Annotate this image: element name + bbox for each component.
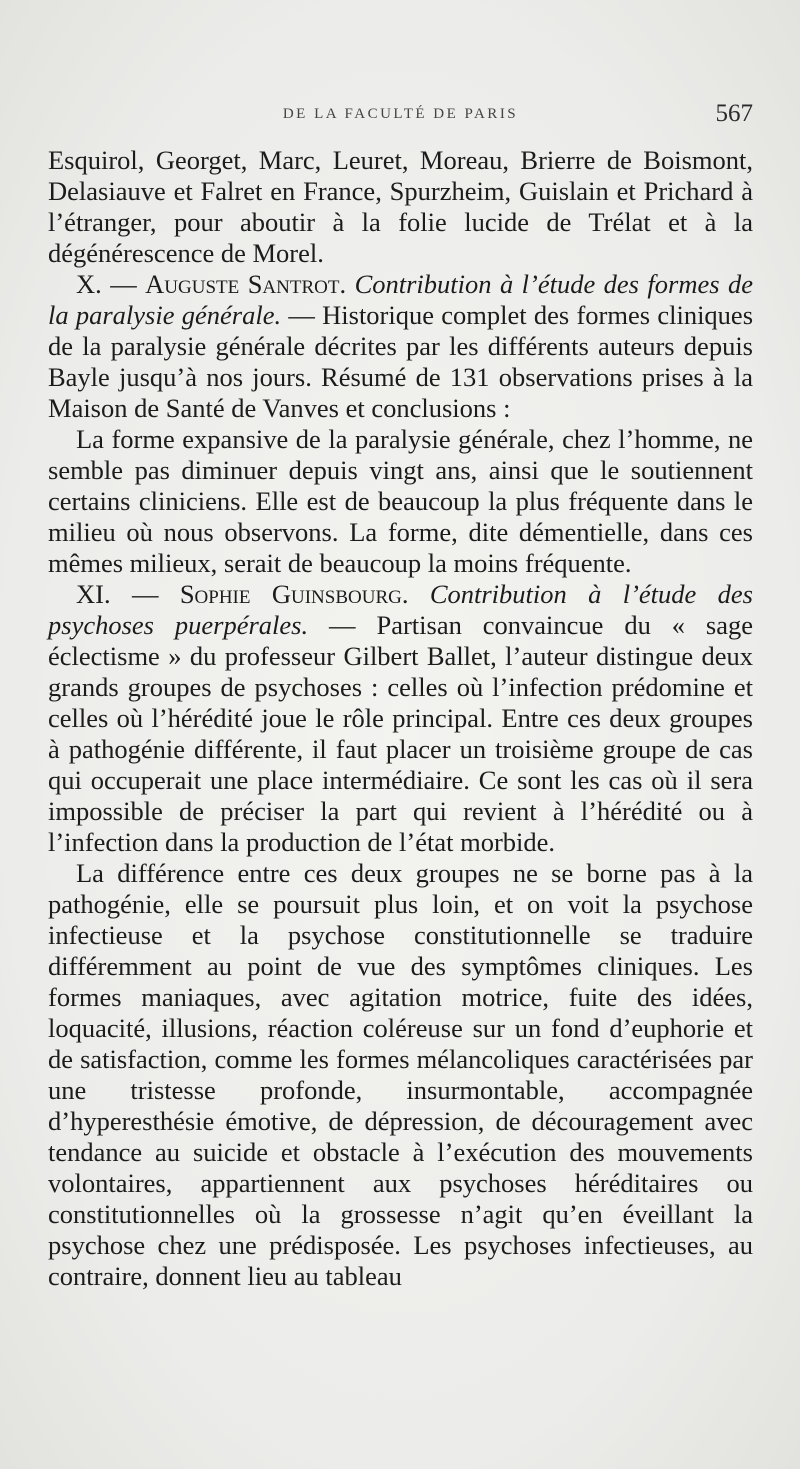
paragraph-conclusion [48, 424, 753, 579]
entry-number: X. — [76, 269, 137, 299]
paragraph-text: Esquirol, Georget, Marc, Leuret, Moreau, Brierre de Boismont, Delasiauve et Falret en France, Spurzheim, Guislain et Prichard à l’étranger, pour aboutir à la folie lucide de Trélat et à la dégénérescence de Morel. [48, 145, 753, 268]
thesis-entry-xi [48, 579, 753, 858]
thesis-entry-x [48, 269, 753, 424]
paragraph-text: La différence entre ces deux groupes ne se borne pas à la pathogénie, elle se poursuit plus loin, et on voit la psychose infectieuse et la psychose constitutionnelle se traduire différemment au point de vue des symptômes cliniques. Les formes maniaques, avec agitation motrice, fuite des idées, loquacité, illusions, réaction coléreuse sur un fond d’euphorie et de satisfaction, comme les formes mélancoliques caractérisées par une tristesse profonde, insurmontable, accompagnée d’hyperesthésie émotive, de dépression, de découragement avec tendance au suicide et obstacle à l’exécution des mouvements volontaires, appartiennent aux psychoses héréditaires ou constitutionnelles où la grossesse n’agit qu’en éveillant la psychose chez une prédisposée. Les psychoses infectieuses, au contraire, donnent lieu au tableau [48, 858, 753, 1291]
entry-author: Sophie Guinsbourg. [179, 579, 409, 609]
paragraph-differences [48, 858, 753, 1292]
entry-summary: — Historique complet des formes cliniques de la paralysie générale décrites par les différents auteurs depuis Bayle jusqu’à nos jours. Résumé de 131 observations prises à la Maison de Santé de Vanves et conclusions : [48, 300, 754, 423]
page-header [48, 100, 753, 134]
body-text [48, 145, 753, 1292]
page-number: 567 [715, 100, 753, 127]
paragraph-text: La forme expansive de la paralysie générale, chez l’homme, ne semble pas diminuer depuis vingt ans, ainsi que le soutiennent certains cliniciens. Elle est de beaucoup la plus fréquente dans le milieu où nous observons. La forme, dite démentielle, dans ces mêmes milieux, serait de beaucoup la moins fréquente. [48, 424, 753, 578]
entry-title: Contribution à l’étude des formes de la paralysie générale. [48, 269, 754, 330]
entry-summary: — Partisan convaincue du « sage éclectisme » du professeur Gilbert Ballet, l’auteur distingue deux grands groupes de psychoses : celles où l’infection prédomine et celles où l’hérédité joue le rôle principal. Entre ces deux groupes à pathogénie différente, il faut placer un troisième groupe de cas qui occuperait une place intermédiaire. Ce sont les cas où il sera impossible de préciser la part qui revient à l’hérédité ou à l’infection dans la production de l’état morbide. [48, 610, 754, 857]
paragraph-continuation [48, 145, 753, 269]
entry-title: Contribution à l’étude des psychoses puerpérales. [48, 579, 753, 640]
running-head: DE LA FACULTÉ DE PARIS [282, 106, 519, 122]
entry-author: Auguste Santrot. [145, 269, 347, 299]
entry-number: XI. — [76, 579, 159, 609]
